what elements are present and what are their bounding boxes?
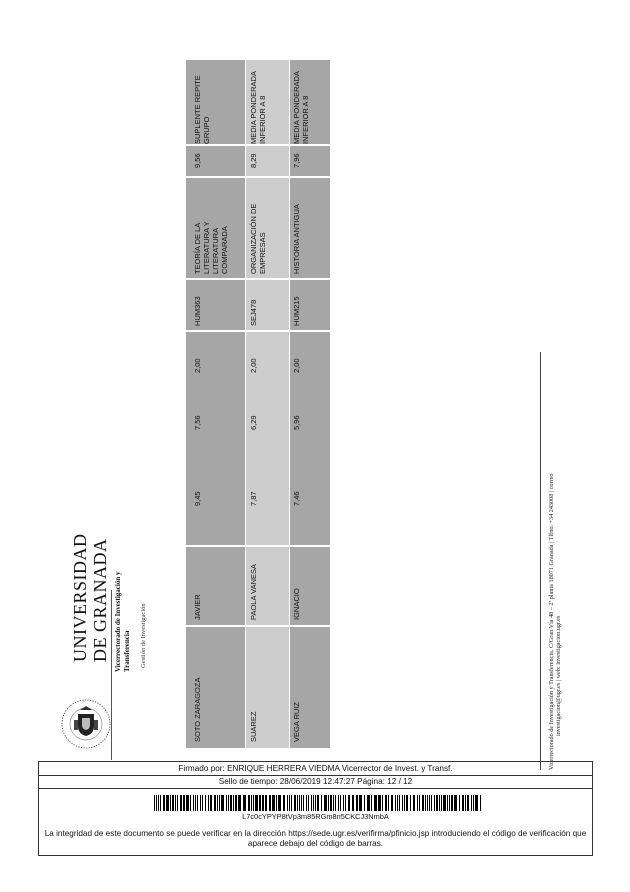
university-seal-logo [60, 698, 112, 750]
cell-note: SUPLENTE REPITE GRUPO [193, 75, 211, 144]
column-divider [186, 176, 330, 178]
cell-name: IGNACIO [292, 588, 301, 620]
address-line1: Vicerrectorado de Investigación y Transferencia. C/Gran Vía 48 – 2ª planta 18071 Granada | Tlfno. +34 243008 | correo [548, 473, 555, 770]
university-name-line2: DE GRANADA [90, 538, 110, 662]
address-divider [540, 352, 541, 770]
column-divider [186, 330, 330, 332]
cell-name: PAOLA VANESA [249, 564, 258, 620]
vice-rectorate [114, 571, 132, 672]
cell-surname: SUAREZ [249, 711, 258, 742]
signature-block [38, 761, 593, 856]
cell-grade1: 7,46 [292, 491, 301, 506]
cell-score: 9,56 [193, 153, 202, 168]
cell-grade2: 6,29 [249, 415, 258, 430]
cell-credits: 2,00 [193, 358, 202, 373]
verification-code: L7c0cYPYP8tVp3m85RGm8n5CKCJ3NmbA [242, 812, 389, 821]
timestamp: Sello de tiempo: 28/06/2019 12:47:27 Página: 12 / 12 [39, 775, 592, 789]
cell-group-name: TEORÍA DE LA LITERATURA Y LITERATURA COMPARADA [193, 221, 229, 274]
logo-divider [111, 590, 112, 760]
cell-surname: VEGA RUIZ [292, 701, 301, 742]
cell-grade2: 7,56 [193, 415, 202, 430]
cell-credits: 2,00 [249, 358, 258, 373]
column-divider [186, 625, 330, 627]
cell-group: SEJ478 [249, 299, 258, 326]
integrity-notice: La integridad de este documento se puede verificar en la dirección https://sede.ugr.es/verifirma/pfinicio.jsp introduciendo el código de verificación que aparece debajo del código de barras. [44, 829, 587, 848]
cell-note: MEDIA PONDERADA INFERIOR A 8 [292, 71, 310, 144]
column-divider [186, 545, 330, 547]
university-name [70, 534, 110, 663]
row-divider [245, 60, 246, 748]
cell-group-name: ORGANIZACIÓN DE EMPRESAS [249, 203, 267, 274]
candidates-table [186, 60, 330, 748]
cell-score: 8,29 [249, 153, 258, 168]
cell-name: JAVIER [193, 594, 202, 620]
vice-rectorate-line1: Vicerrectorado de Investigación y [114, 571, 122, 672]
signed-by: Firmado por: ENRIQUE HERRERA VIEDMA Vicerrector de Invest. y Transf. [39, 762, 592, 776]
cell-score: 7,96 [292, 153, 301, 168]
university-name-line1: UNIVERSIDAD [70, 533, 90, 662]
cell-group-name: HISTORIA ANTIGUA [292, 204, 301, 274]
cell-grade1: 9,45 [193, 491, 202, 506]
cell-grade2: 5,96 [292, 415, 301, 430]
address-line2: investigacion@ugr.es | web: investigacion.ugr.es [555, 615, 562, 736]
department-name: Gestión de Investigación [140, 603, 147, 668]
cell-note: MEDIA PONDERADA INFERIOR A 8 [249, 71, 267, 144]
cell-surname: SOTO ZARAGOZA [193, 677, 202, 742]
barcode [154, 795, 481, 811]
vice-rectorate-line2: Transferencia [123, 630, 131, 672]
cell-credits: 2,00 [292, 358, 301, 373]
column-divider [186, 278, 330, 280]
row-divider [289, 60, 290, 748]
column-divider [186, 144, 330, 146]
cell-grade1: 7,87 [249, 491, 258, 506]
cell-group: HUM215 [292, 296, 301, 326]
address-footer [548, 474, 562, 770]
cell-group: HUM363 [193, 296, 202, 326]
